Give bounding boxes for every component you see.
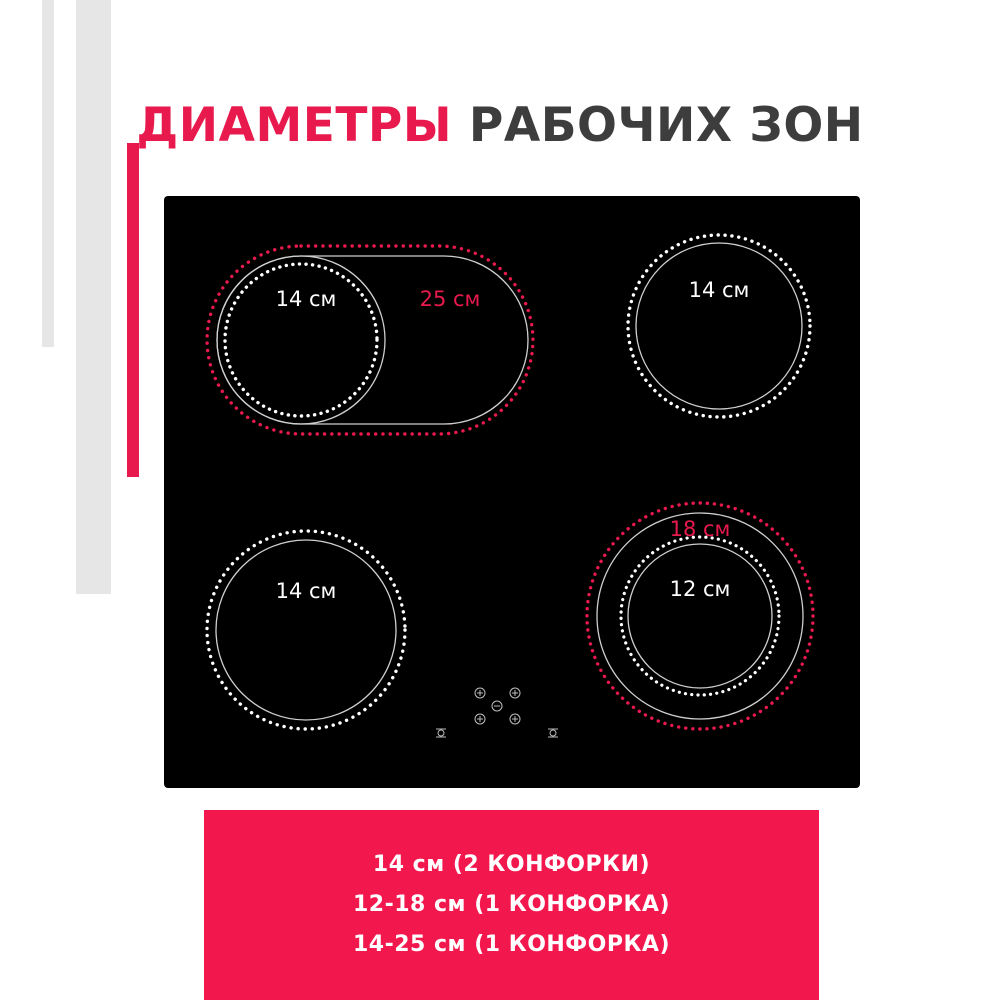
label-bottom-left: 14 см	[275, 579, 337, 603]
label-oval-inner: 14 см	[275, 287, 337, 311]
power-icon[interactable]	[436, 729, 446, 737]
oval-outer-line	[217, 256, 528, 424]
plus-icon[interactable]	[510, 688, 520, 698]
top-right-dots	[628, 235, 810, 417]
info-line-1: 14 см (2 КОНФОРКИ)	[372, 852, 651, 877]
zone-bottom-left	[207, 531, 405, 729]
decor-stripe-gray-left	[42, 0, 54, 347]
oval-outer-dots	[207, 246, 533, 434]
bottom-right-inner-ring	[628, 544, 772, 688]
info-box	[204, 810, 819, 1000]
decor-stripe-accent	[127, 143, 139, 477]
minus-icon[interactable]	[492, 701, 502, 711]
zone-top-right	[628, 235, 810, 417]
bottom-left-ring	[216, 540, 396, 720]
page-title	[0, 96, 1000, 156]
top-right-ring	[636, 243, 802, 409]
bottom-left-dots	[207, 531, 405, 729]
bottom-right-inner-dots	[621, 537, 779, 695]
label-bottom-right-outer: 18 см	[669, 517, 731, 541]
plus-icon[interactable]	[475, 688, 485, 698]
info-line-3: 14-25 см (1 КОНФОРКА)	[352, 932, 671, 957]
plus-icon[interactable]	[510, 714, 520, 724]
lock-icon[interactable]	[548, 729, 558, 737]
label-top-right: 14 см	[688, 278, 750, 302]
decor-stripe-gray-right	[76, 0, 111, 594]
title-rest: РАБОЧИХ ЗОН	[468, 98, 864, 153]
zone-oval-inner	[217, 256, 385, 424]
cooktop-panel	[164, 196, 860, 788]
info-line-2: 12-18 см (1 КОНФОРКА)	[352, 892, 671, 917]
control-panel	[436, 688, 558, 737]
zone-oval-extended	[207, 246, 533, 434]
oval-inner-ring	[217, 256, 385, 424]
cooktop-diagram	[164, 196, 860, 788]
plus-icon[interactable]	[475, 714, 485, 724]
label-bottom-right-inner: 12 см	[669, 577, 731, 601]
title-accent: ДИАМЕТРЫ	[136, 98, 453, 153]
label-oval-outer: 25 см	[419, 287, 481, 311]
